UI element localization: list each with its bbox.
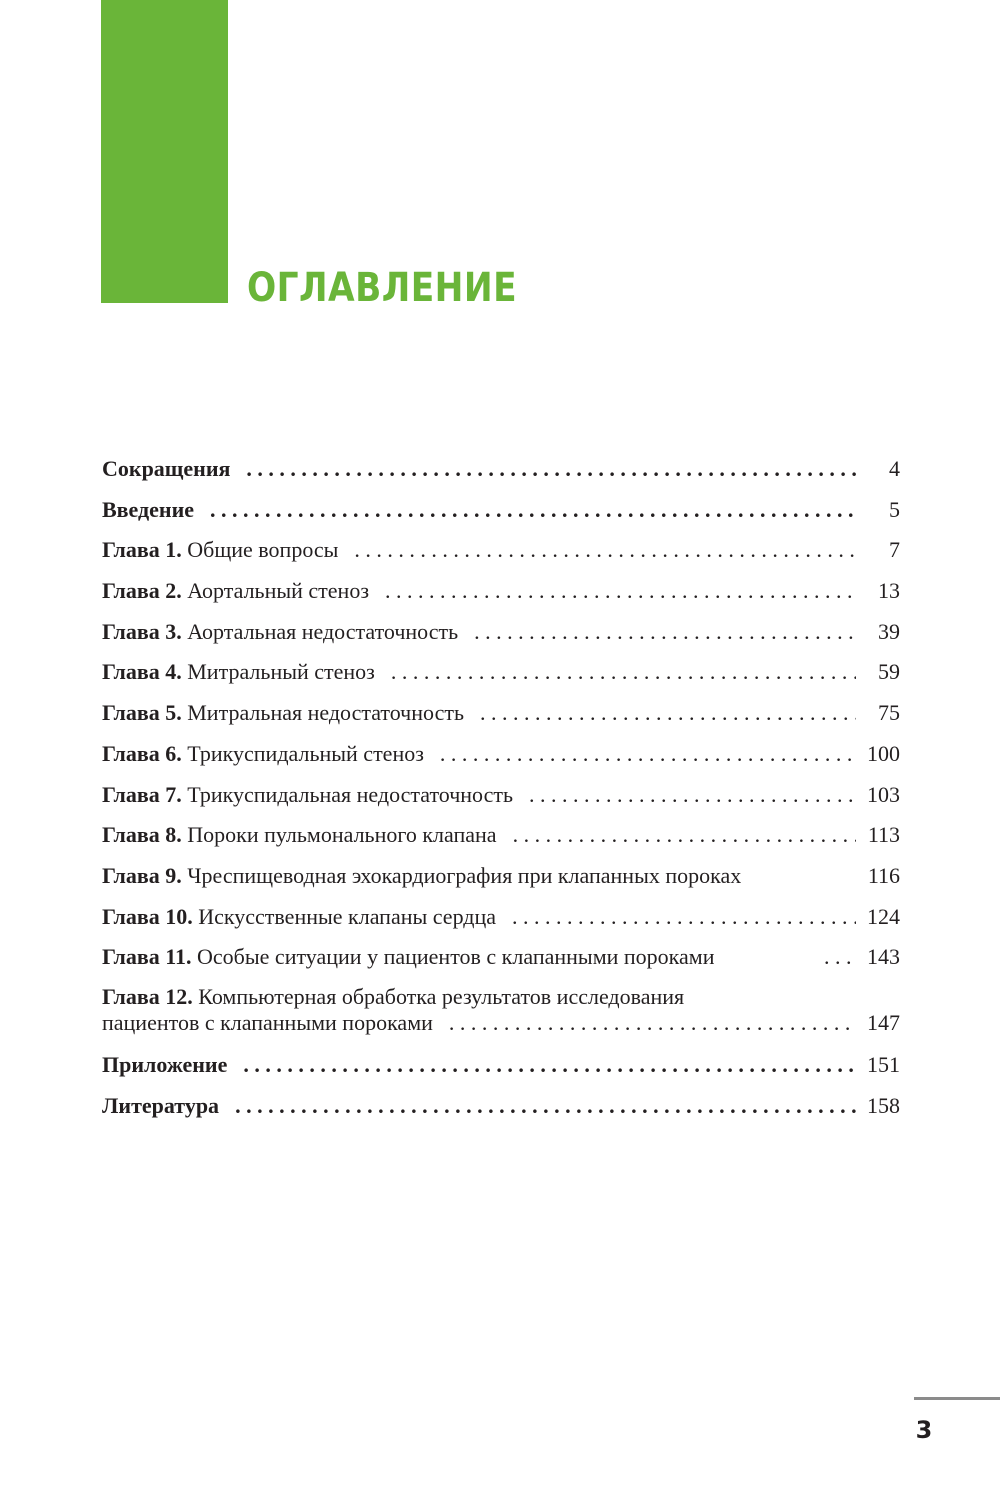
toc-entry-label: Глава 1. (102, 537, 182, 563)
toc-page-number: 75 (878, 700, 900, 726)
footer-rule (914, 1397, 1000, 1400)
toc-entry-label: Литература (102, 1092, 220, 1118)
toc-entry-title: Митральная недостаточность (187, 700, 464, 726)
toc-entry-label: Приложение (102, 1051, 228, 1077)
toc-leader-dots (529, 777, 856, 813)
toc-leader-dots (480, 695, 856, 731)
toc-entry-label: Глава 2. (102, 578, 182, 604)
toc-entry-chapter-2[interactable] (102, 573, 900, 614)
toc-entry-label: Глава 12. (102, 983, 193, 1009)
toc-entry-label: Глава 3. (102, 618, 182, 644)
toc-leader-dots (513, 817, 856, 853)
toc-entry-label: Глава 9. (102, 862, 182, 888)
toc-entry-title: Митральный стеноз (187, 659, 375, 685)
toc-leader-dots (474, 614, 856, 650)
toc-entry-title: Чреспищеводная эхокардиография при клапанных пороках (187, 862, 742, 888)
toc-entry-label: Глава 5. (102, 700, 182, 726)
toc-entry-chapter-5[interactable] (102, 695, 900, 736)
toc-entry-chapter-8[interactable] (102, 817, 900, 858)
toc-entry-label: Глава 8. (102, 822, 182, 848)
table-of-contents (102, 451, 900, 1128)
toc-leader-dots (243, 1047, 856, 1083)
toc-leader-dots (235, 1088, 856, 1124)
toc-entry-abbreviations[interactable] (102, 451, 900, 492)
page-number: 3 (915, 1416, 933, 1444)
toc-entry-chapter-11[interactable] (102, 939, 900, 980)
toc-leader-dots (440, 736, 856, 772)
toc-page-number: 5 (889, 496, 900, 522)
toc-entry-label: Глава 7. (102, 781, 182, 807)
toc-page-number: 113 (867, 822, 900, 848)
toc-entry-chapter-7[interactable] (102, 777, 900, 818)
toc-entry-title: Общие вопросы (187, 537, 339, 563)
toc-entry-label: Глава 11. (102, 944, 192, 970)
toc-entry-title: Трикуспидальная недостаточность (187, 781, 514, 807)
toc-entry-chapter-9[interactable] (102, 858, 900, 899)
toc-entry-title: Особые ситуации у пациентов с клапанными пороками (197, 944, 715, 970)
toc-entry-title: Трикуспидальный стеноз (187, 740, 424, 766)
toc-leader-dots (210, 492, 856, 528)
toc-leader-dots (512, 899, 856, 935)
toc-entry-title: Аортальный стеноз (187, 578, 370, 604)
toc-entry-label: Введение (102, 496, 195, 522)
page-title: ОГЛАВЛЕНИЕ (247, 265, 518, 311)
toc-entry-label: Глава 10. (102, 903, 193, 929)
toc-page-number: 103 (867, 781, 900, 807)
toc-leader-dots (354, 532, 856, 568)
green-accent-block (101, 0, 228, 303)
toc-leader-dots (385, 573, 856, 609)
toc-leader-dots (391, 654, 856, 690)
toc-entry-label: Глава 6. (102, 740, 182, 766)
toc-page-number: 147 (867, 1009, 900, 1035)
toc-page-number: 4 (889, 456, 900, 481)
toc-entry-label: Глава 4. (102, 659, 182, 685)
toc-entry-chapter-12[interactable] (102, 980, 900, 1047)
toc-entry-title-continued: пациентов с клапанными пороками (102, 1009, 433, 1035)
toc-entry-appendix[interactable] (102, 1047, 900, 1088)
toc-entry-chapter-1[interactable] (102, 532, 900, 573)
toc-page-number: 13 (878, 578, 900, 604)
toc-entry-title: Аортальная недостаточность (187, 618, 459, 644)
toc-entry-title: Компьютерная обработка результатов исследования (198, 983, 685, 1009)
toc-entry-chapter-4[interactable] (102, 654, 900, 695)
toc-page-number: 158 (867, 1092, 900, 1118)
toc-leader-dots (824, 939, 858, 975)
toc-page-number: 116 (867, 862, 900, 888)
toc-page-number: 59 (878, 659, 900, 685)
toc-entry-references[interactable] (102, 1088, 900, 1129)
toc-entry-title: Искусственные клапаны сердца (198, 903, 497, 929)
toc-entry-title: Пороки пульмонального клапана (187, 822, 497, 848)
toc-entry-introduction[interactable] (102, 492, 900, 533)
toc-entry-line-2 (102, 1010, 900, 1036)
toc-entry-chapter-6[interactable] (102, 736, 900, 777)
toc-page-number: 143 (867, 944, 900, 970)
toc-page-number: 100 (867, 740, 900, 766)
toc-entry-label: Сокращения (102, 456, 231, 481)
toc-entry-line-1 (102, 984, 900, 1010)
toc-page-number: 7 (889, 537, 900, 563)
toc-leader-dots (449, 1010, 856, 1036)
toc-leader-dots (246, 451, 856, 487)
toc-page-number: 39 (878, 618, 900, 644)
toc-entry-chapter-3[interactable] (102, 614, 900, 655)
toc-entry-chapter-10[interactable] (102, 899, 900, 940)
toc-page-number: 124 (867, 903, 900, 929)
toc-page-number: 151 (867, 1051, 900, 1077)
